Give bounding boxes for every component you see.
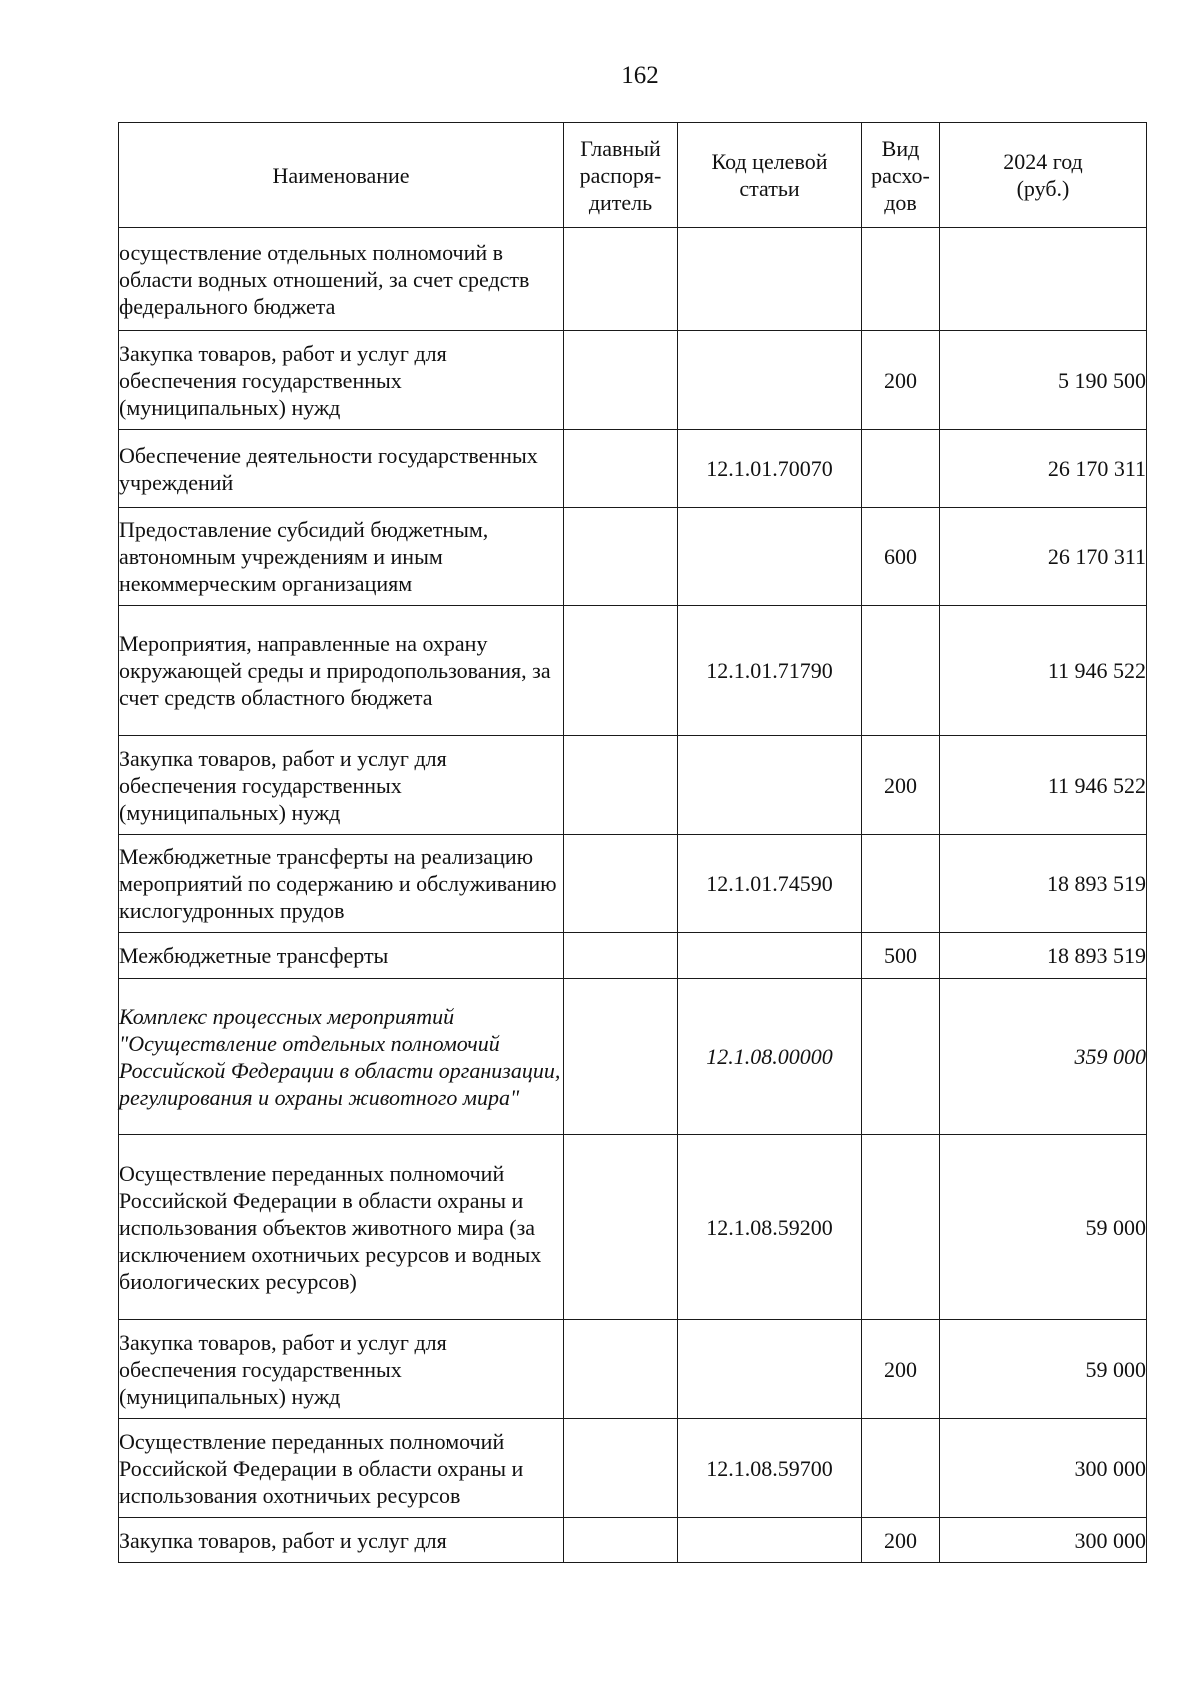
table-row [119,979,1147,1135]
cell-code [678,933,862,979]
table-row [119,228,1147,331]
cell-amount: 59 000 [940,1135,1147,1320]
table-row [119,508,1147,606]
cell-code [678,331,862,430]
cell-name: Осуществление переданных полномочий Российской Федерации в области охраны и использования объектов животного мира (за исключением охотничьих ресурсов и водных биологических ресурсов) [119,1135,564,1320]
cell-manager [564,508,678,606]
cell-amount: 11 946 522 [940,736,1147,835]
cell-name: Межбюджетные трансферты на реализацию мероприятий по содержанию и обслуживанию кислогудронных прудов [119,835,564,933]
cell-name: Закупка товаров, работ и услуг для обеспечения государственных (муниципальных) нужд [119,331,564,430]
cell-kind [862,430,940,508]
cell-name: осуществление отдельных полномочий в области водных отношений, за счет средств федерального бюджета [119,228,564,331]
cell-name: Осуществление переданных полномочий Российской Федерации в области охраны и использования охотничьих ресурсов [119,1419,564,1518]
cell-kind [862,1419,940,1518]
table-row [119,736,1147,835]
cell-name: Комплекс процессных мероприятий "Осуществление отдельных полномочий Российской Федерации в области организации, регулирования и охраны животного мира" [119,979,564,1135]
cell-kind: 600 [862,508,940,606]
cell-code [678,736,862,835]
cell-code [678,1518,862,1563]
cell-amount: 18 893 519 [940,835,1147,933]
cell-kind [862,228,940,331]
header-code: Код целевой статьи [678,123,862,228]
table-row [119,1320,1147,1419]
cell-amount: 59 000 [940,1320,1147,1419]
cell-amount: 5 190 500 [940,331,1147,430]
table-row [119,1518,1147,1563]
header-kind: Вид расхо- дов [862,123,940,228]
cell-manager [564,933,678,979]
cell-code: 12.1.08.59700 [678,1419,862,1518]
page-number: 162 [621,62,659,89]
cell-amount: 26 170 311 [940,508,1147,606]
budget-table [118,122,1147,1563]
table-row [119,1135,1147,1320]
table-row [119,933,1147,979]
table-row [119,835,1147,933]
cell-kind: 200 [862,331,940,430]
cell-name: Мероприятия, направленные на охрану окружающей среды и природопользования, за счет средств областного бюджета [119,606,564,736]
cell-name: Предоставление субсидий бюджетным, автономным учреждениям и иным некоммерческим организациям [119,508,564,606]
table-body [119,228,1147,1563]
cell-name: Закупка товаров, работ и услуг для [119,1518,564,1563]
cell-amount: 300 000 [940,1518,1147,1563]
cell-amount: 300 000 [940,1419,1147,1518]
cell-manager [564,835,678,933]
cell-manager [564,606,678,736]
cell-name: Межбюджетные трансферты [119,933,564,979]
cell-amount: 359 000 [940,979,1147,1135]
cell-kind [862,1135,940,1320]
header-manager: Главный распоря- дитель [564,123,678,228]
cell-manager [564,736,678,835]
cell-code [678,1320,862,1419]
cell-kind: 200 [862,1320,940,1419]
cell-kind: 200 [862,1518,940,1563]
cell-kind: 200 [862,736,940,835]
table-row [119,606,1147,736]
cell-name: Обеспечение деятельности государственных учреждений [119,430,564,508]
cell-manager [564,1320,678,1419]
cell-code [678,228,862,331]
header-name: Наименование [119,123,564,228]
cell-code: 12.1.01.74590 [678,835,862,933]
cell-manager [564,1419,678,1518]
cell-code: 12.1.08.00000 [678,979,862,1135]
cell-kind [862,979,940,1135]
cell-manager [564,430,678,508]
cell-code: 12.1.01.70070 [678,430,862,508]
cell-amount: 18 893 519 [940,933,1147,979]
table-row [119,430,1147,508]
cell-manager [564,1135,678,1320]
cell-manager [564,331,678,430]
cell-manager [564,228,678,331]
cell-amount: 11 946 522 [940,606,1147,736]
cell-manager [564,979,678,1135]
cell-code: 12.1.01.71790 [678,606,862,736]
cell-code: 12.1.08.59200 [678,1135,862,1320]
cell-amount: 26 170 311 [940,430,1147,508]
table-row [119,1419,1147,1518]
cell-manager [564,1518,678,1563]
cell-kind: 500 [862,933,940,979]
cell-code [678,508,862,606]
cell-amount [940,228,1147,331]
cell-kind [862,835,940,933]
cell-kind [862,606,940,736]
cell-name: Закупка товаров, работ и услуг для обеспечения государственных (муниципальных) нужд [119,736,564,835]
cell-name: Закупка товаров, работ и услуг для обеспечения государственных (муниципальных) нужд [119,1320,564,1419]
table-row [119,331,1147,430]
table-header-row [119,123,1147,228]
header-amount: 2024 год (руб.) [940,123,1147,228]
